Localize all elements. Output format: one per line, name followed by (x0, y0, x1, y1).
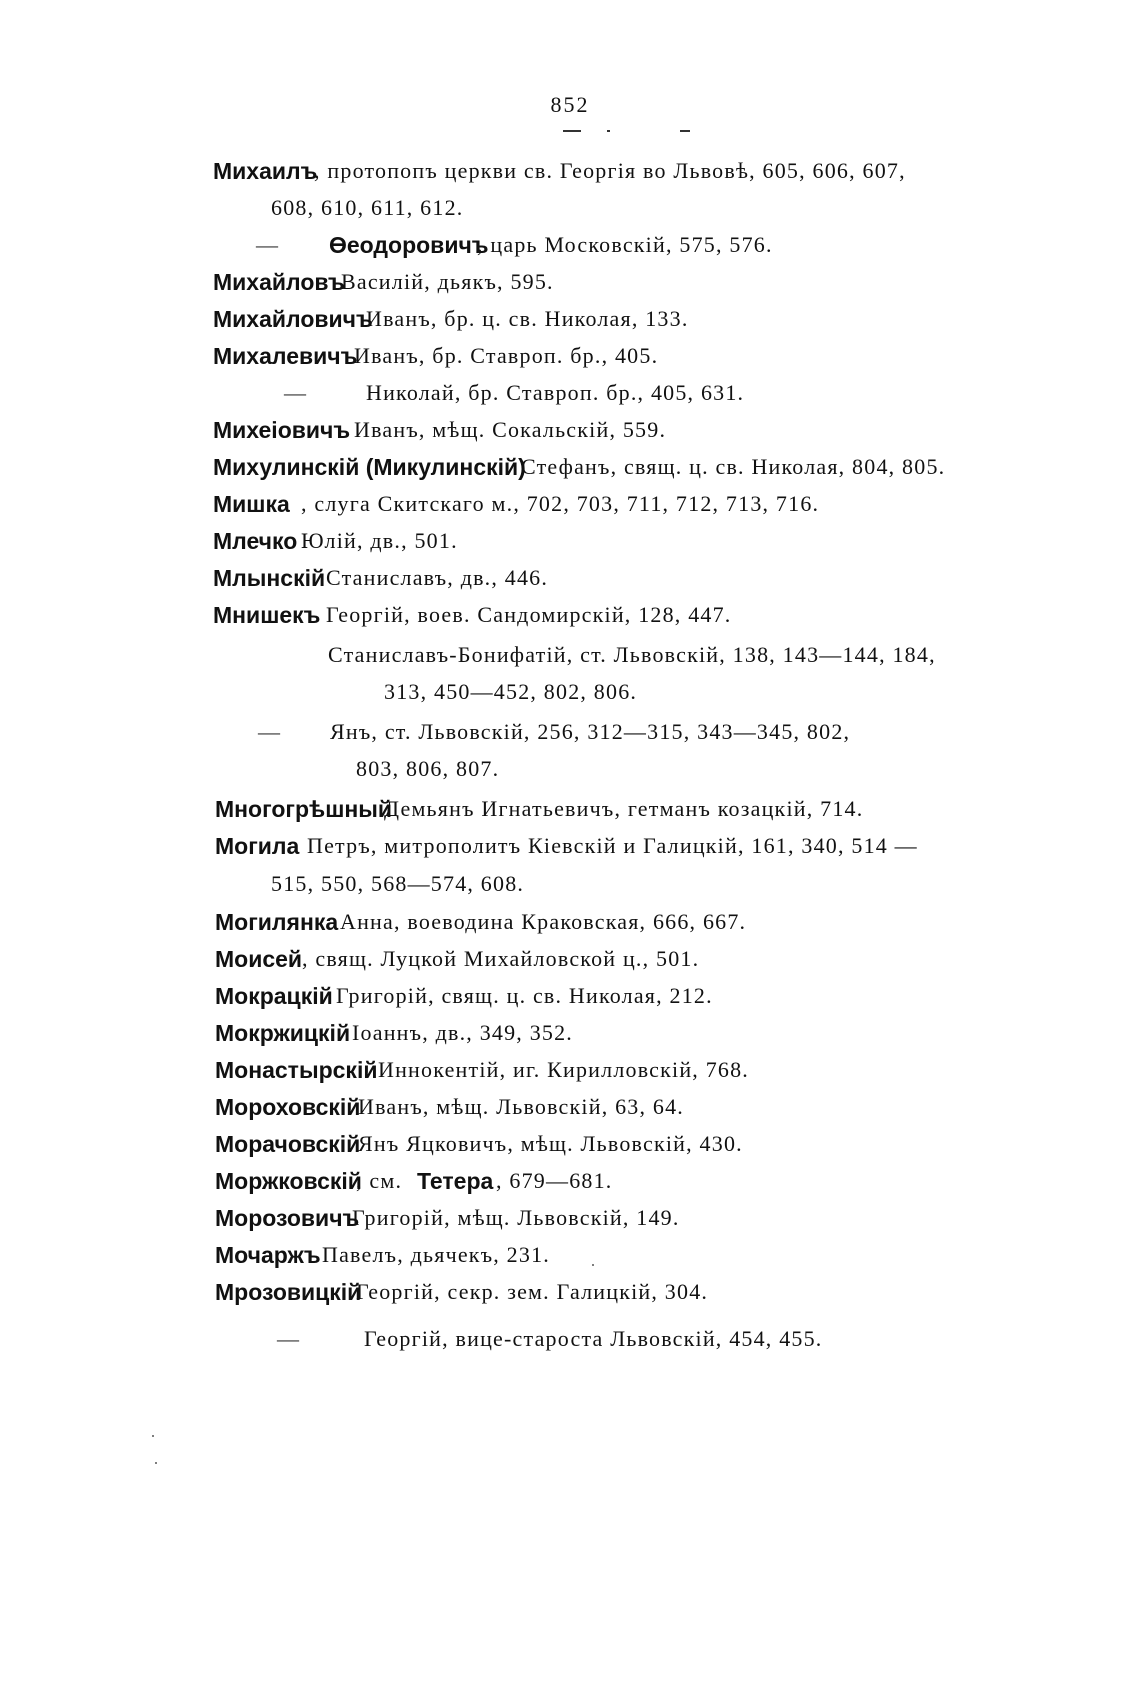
index-entry (0, 486, 1140, 522)
entry-text: Григорій, мѣщ. Львовскій, 149. (352, 1205, 680, 1230)
index-entry (0, 1015, 1140, 1051)
paper-speck (152, 1435, 154, 1437)
index-entry-continuation (0, 190, 1140, 226)
entry-text: Янъ, ст. Львовскій, 256, 312—315, 343—345, 802, (330, 719, 851, 744)
index-entry (0, 904, 1140, 940)
index-entry (0, 1321, 1140, 1357)
entry-text: , свящ. Луцкой Михайловской ц., 501. (302, 946, 700, 971)
entry-text: Иванъ, бр. ц. св. Николая, 133. (366, 306, 689, 331)
index-entry-continuation (0, 751, 1140, 787)
entry-text: , 679—681. (496, 1168, 613, 1193)
entry-headword: Михайловичъ (213, 306, 373, 332)
entry-text: Янъ Яцковичъ, мѣщ. Львовскій, 430. (358, 1131, 743, 1156)
entry-text: Георгій, секр. зем. Галицкій, 304. (356, 1279, 709, 1304)
entry-text: Петръ, митрополитъ Кіевскій и Галицкій, 161, 340, 514 — (307, 833, 918, 858)
entry-headword: Михеіовичъ (213, 417, 351, 443)
index-entry (0, 227, 1140, 263)
header-rule (607, 130, 610, 132)
entry-headword: Могилянка (215, 909, 339, 935)
entry-headword: Многогрѣшный (215, 796, 393, 822)
entry-headword: Мрозовицкій (215, 1279, 362, 1305)
index-entry (0, 637, 1140, 673)
index-entry (0, 941, 1140, 977)
index-entry (0, 1237, 1140, 1273)
entry-text: Павелъ, дьячекъ, 231. (322, 1242, 550, 1267)
entry-headword: Млынскій (213, 565, 326, 591)
entry-headword: Өеодоровичъ (329, 232, 489, 258)
entry-text: Георгій, вице-староста Львовскій, 454, 455. (364, 1326, 823, 1351)
entry-headword: Михаилъ (213, 158, 318, 184)
entry-headword: Млечко (213, 528, 298, 554)
entry-text: Іоаннъ, дв., 349, 352. (352, 1020, 573, 1045)
entry-headword-crossref: Тетера (417, 1168, 494, 1194)
index-entry (0, 828, 1140, 864)
entry-text: , см. (356, 1168, 403, 1193)
entry-text: Василій, дьякъ, 595. (341, 269, 554, 294)
entry-headword: Моисей (215, 946, 303, 972)
index-entry (0, 449, 1140, 485)
index-entry (0, 714, 1140, 750)
index-entry-continuation (0, 674, 1140, 710)
entry-headword: Михалевичъ (213, 343, 358, 369)
entry-text: 313, 450—452, 802, 806. (384, 679, 638, 704)
entry-text: Стефанъ, свящ. ц. св. Николая, 804, 805. (521, 454, 946, 479)
paper-speck (155, 1462, 157, 1464)
entry-text: Иванъ, бр. Ставроп. бр., 405. (354, 343, 659, 368)
entry-headword: Морозовичъ (215, 1205, 360, 1231)
ditto-dash: — (256, 232, 278, 257)
ditto-dash: — (258, 719, 280, 744)
entry-text: , протопопъ церкви св. Георгія во Львовѣ, 605, 606, 607, (314, 158, 906, 183)
entry-text: Николай, бр. Ставроп. бр., 405, 631. (366, 380, 745, 405)
index-entry (0, 1200, 1140, 1236)
index-entry (0, 264, 1140, 300)
index-entry (0, 560, 1140, 596)
index-entry (0, 1274, 1140, 1310)
ditto-dash: — (277, 1326, 299, 1351)
entry-headword: Монастырскій (215, 1057, 378, 1083)
header-rule (680, 130, 690, 132)
index-entry (0, 1052, 1140, 1088)
entry-headword: Мокрацкій (215, 983, 333, 1009)
entry-headword: Михулинскій (Микулинскій) (213, 454, 526, 480)
index-entry (0, 375, 1140, 411)
entry-text: Демьянъ Игнатьевичъ, гетманъ козацкій, 714. (384, 796, 864, 821)
entry-text: Юлій, дв., 501. (301, 528, 458, 553)
entry-text: , слуга Скитскаго м., 702, 703, 711, 712, 713, 716. (301, 491, 820, 516)
entry-headword: Мнишекъ (213, 602, 321, 628)
entry-headword: Михайловъ (213, 269, 345, 295)
page-number: 852 (550, 92, 590, 117)
index-entry (0, 1089, 1140, 1125)
entry-text: Анна, воеводина Краковская, 666, 667. (340, 909, 747, 934)
entry-text: Иннокентій, иг. Кирилловскій, 768. (378, 1057, 750, 1082)
entry-text: 515, 550, 568—574, 608. (271, 871, 525, 896)
entry-headword: Морачовскій (215, 1131, 361, 1157)
index-entry (0, 1126, 1140, 1162)
index-entry (0, 301, 1140, 337)
index-entry (0, 153, 1140, 189)
entry-text: , царь Московскій, 575, 576. (477, 232, 773, 257)
entry-text: Иванъ, мѣщ. Львовскій, 63, 64. (358, 1094, 684, 1119)
index-entry (0, 597, 1140, 633)
entry-text: 803, 806, 807. (356, 756, 500, 781)
index-entry-continuation (0, 866, 1140, 902)
index-entry (0, 1163, 1140, 1199)
entry-text: Георгій, воев. Сандомирскій, 128, 447. (326, 602, 732, 627)
entry-headword: Могила (215, 833, 300, 859)
index-entry (0, 791, 1140, 827)
entry-headword: Мочаржъ (215, 1242, 321, 1268)
entry-text: Станиславъ-Бонифатій, ст. Львовскій, 138, 143—144, 184, (328, 642, 936, 667)
paper-speck (592, 1264, 594, 1266)
entry-text: Иванъ, мѣщ. Сокальскій, 559. (354, 417, 667, 442)
entry-headword: Мишка (213, 491, 290, 517)
ditto-dash: — (284, 380, 306, 405)
entry-text: 608, 610, 611, 612. (271, 195, 464, 220)
index-entry (0, 412, 1140, 448)
entry-text: Григорій, свящ. ц. св. Николая, 212. (336, 983, 713, 1008)
header-rule (563, 130, 581, 132)
entry-headword: Моржковскій (215, 1168, 362, 1194)
index-entry (0, 978, 1140, 1014)
index-entry (0, 338, 1140, 374)
index-entry (0, 523, 1140, 559)
entry-headword: Мороховскій (215, 1094, 361, 1120)
entry-text: Станиславъ, дв., 446. (326, 565, 549, 590)
entry-headword: Мокржицкій (215, 1020, 351, 1046)
